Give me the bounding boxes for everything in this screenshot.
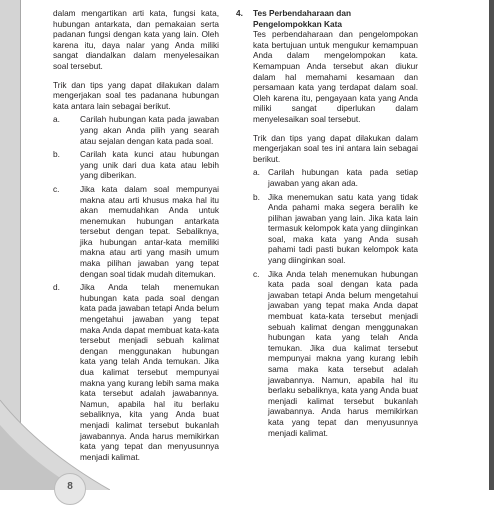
list-item-label: a. [53, 114, 60, 125]
list-item [53, 149, 219, 181]
section-number: 4. [236, 8, 243, 18]
list-item [53, 184, 219, 279]
list-item-text: Carilah hubungan kata pada setiap jawaban yang akan ada. [268, 167, 418, 188]
list-item-text: Carilah kata kunci atau hubungan yang unik dari dua kata atau lebih yang diberikan. [80, 149, 219, 181]
list-item-text: Carilah hubungan kata pada jawaban yang akan Anda pilih yang searah atau sejalan dengan kata pada soal. [80, 114, 219, 146]
list-item [236, 269, 418, 439]
list-item-label: c. [253, 268, 260, 279]
list-item-text: Jika Anda telah menemukan hubungan kata pada soal dengan kata pada jawaban tetapi Anda belum mengetahui jawaban yang tepat maka Anda dapat membuat kata-kata tersebut menjadi sebuah kalimat dengan menggunakan hubungan kata yang telah Anda temukan. Jika dua kalimat tersebut mempunyai makna yang kurang lebih sama maka kata tersebut adalah jawabannya. Namun, apabila hal itu berlaku sebaliknya, kita yang Anda buat menjadi kalimat tersebut bukanlah jawabannya. Anda harus memikirkan kata yang tepat dan menyusunnya menjadi kalimat. [80, 282, 219, 462]
list-item-label: b. [253, 191, 260, 202]
section-heading [236, 8, 418, 29]
list-item-text: Jika menemukan satu kata yang tidak Anda pahami maka segera beralih ke pilihan jawaban yang lain. Jika kata lain termasuk kelompok kata yang diinginkan soal, maka kata yang Anda susah pahami tadi pasti bukan kelompok kata yang diinginkan soal. [268, 191, 418, 266]
left-intro-paragraph: dalam mengartikan arti kata, fungsi kata, hubungan antarkata, dan pemakaian serta padanan fungsi dengan kata yang lain. Oleh karena itu, daya nalar yang Anda miliki sangat diandalkan dalam menyelesaikan soal tersebut. [53, 8, 219, 71]
left-column [53, 8, 219, 462]
list-item [53, 282, 219, 462]
page-edge-right [489, 0, 494, 490]
right-tips-intro: Trik dan tips yang dapat dilakukan dalam mengerjakan soal tes ini antara lain sebagai berikut. [253, 132, 418, 164]
list-item [53, 114, 219, 146]
list-item-label: d. [53, 282, 60, 293]
list-item [236, 167, 418, 188]
list-item-label: a. [253, 167, 260, 178]
list-item-text: Jika Anda telah menemukan hubungan kata pada soal dengan kata pada jawaban tetapi Anda belum mengetahui jawaban yang tepat maka Anda dapat membuat kata-kata tersebut menjadi sebuah kalimat dengan menggunakan hubungan kata yang telah Anda temukan. Jika dua kalimat tersebut mempunyai makna yang kurang lebih sama maka kata tersebut adalah jawabannya. Namun, apabila hal itu berlaku sebaliknya, kata yang Anda buat menjadi kalimat tersebut bukanlah jawabannya. Anda harus memikirkan kata yang tepat dan menyusunnya menjadi kalimat. [268, 268, 418, 438]
list-item-text: Jika kata dalam soal mempunyai makna atau arti khusus maka hal itu akan memudahkan Anda untuk menemukan hubungan antarkata tersebut dengan tepat. Sebaliknya, jika hubungan antar-kata memiliki makna atau arti yang masih umum maka pilihan jawaban yang tepat dengan soal tidak mudah ditemukan. [80, 183, 219, 279]
list-item-label: b. [53, 149, 60, 160]
list-item [236, 192, 418, 266]
left-tips-intro: Trik dan tips yang dapat dilakukan dalam mengerjakan soal tes padanana hubungan kata antara lain sebagai berikut. [53, 79, 219, 111]
right-column [236, 8, 418, 438]
section-title: Tes Perbendaharaan dan Pengelompokkan Kata [253, 8, 352, 29]
page-number: 8 [54, 473, 86, 505]
list-item-label: c. [53, 183, 60, 194]
right-intro-paragraph: Tes perbendaharaan dan pengelompokan kata bertujuan untuk mengukur kemampuan Anda dalam mengelompokan kata. Kemampuan Anda tersebut akan diukur dalam hal memahami kesamaan dan persamaan kata yang terdapat dalam soal. Oleh karena itu, pengayaan kata yang Anda miliki sangat diperlukan dalam menyelesaikan soal tersebut. [253, 29, 418, 124]
